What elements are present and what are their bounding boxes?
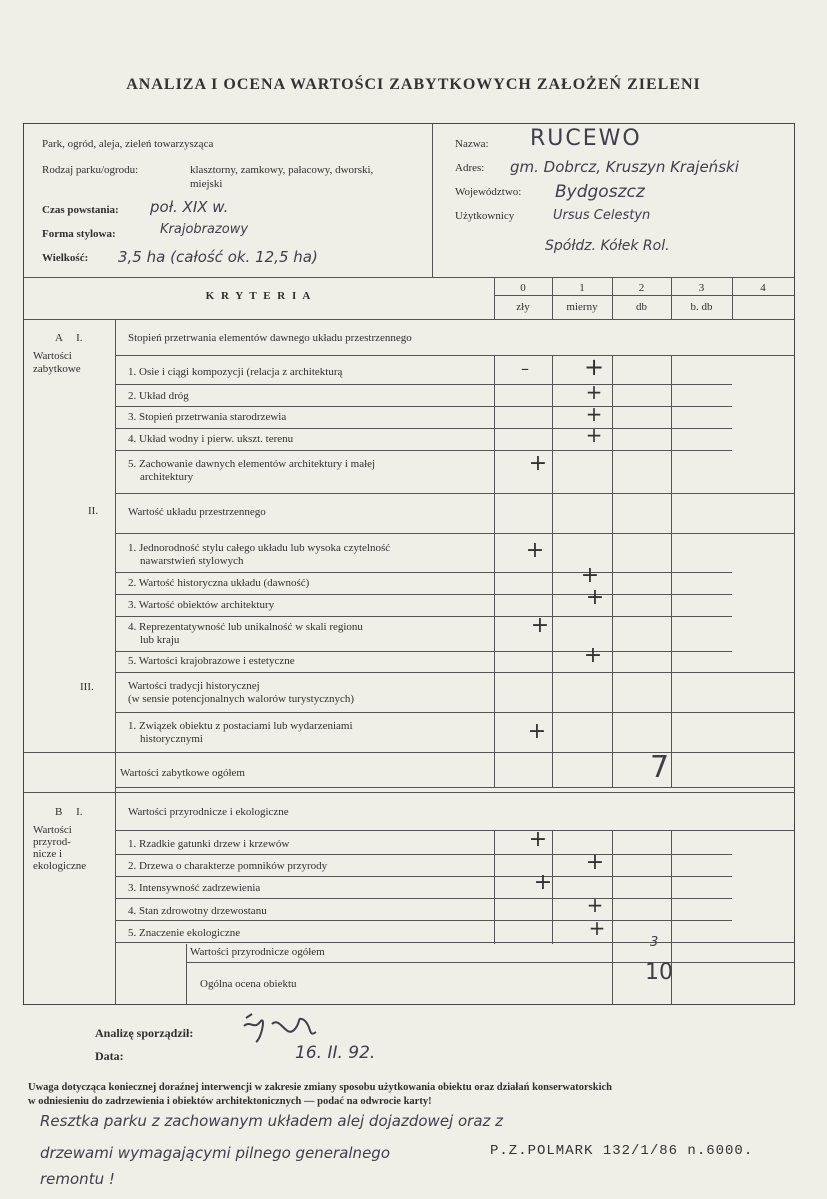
wielkosc-label: Wielkość: <box>42 252 89 264</box>
score-word-0: zły <box>516 301 530 313</box>
section-a-label: A I. <box>55 332 83 344</box>
row-line <box>115 493 794 494</box>
b-item-4: 4. Stan zdrowotny drzewostanu <box>128 905 267 917</box>
rodzaj-value-1: klasztorny, zamkowy, pałacowy, dworski, <box>190 164 374 176</box>
section-b-title-2: przyrod- <box>33 836 71 848</box>
identity-bottom-line <box>24 277 794 278</box>
score-num-2: 2 <box>638 282 645 294</box>
date-label: Data: <box>95 1049 124 1063</box>
rodzaj-label: Rodzaj parku/ogrodu: <box>42 164 139 176</box>
a1-item-5-cont: architektury <box>140 471 194 483</box>
a1-item-2: 2. Układ dróg <box>128 390 189 402</box>
forma-handwritten: Krajobrazowy <box>160 222 249 237</box>
wielkosc-handwritten: 3,5 ha (całość ok. 12,5 ha) <box>118 248 318 266</box>
row-line <box>115 876 732 877</box>
a2-item-1: 1. Jednorodność stylu całego układu lub wysoka czytelność <box>128 542 391 554</box>
section-a-sub3-heading-1: Wartości tradycji historycznej <box>128 680 260 692</box>
section-a-sub1-heading: Stopień przetrwania elementów dawnego układu przestrzennego <box>128 332 412 344</box>
a1-item-5: 5. Zachowanie dawnych elementów architektury i małej <box>128 458 376 470</box>
body-col-line-0 <box>494 355 495 787</box>
mark-plus-a1-5: + <box>528 451 548 476</box>
row-line <box>115 854 732 855</box>
a1-item-3: 3. Stopień przetrwania starodrzewia <box>128 411 287 423</box>
date-handwritten: 16. II. 92. <box>295 1043 376 1063</box>
section-a-title: Wartości zabytkowe <box>33 350 81 375</box>
print-code: P.Z.POLMARK 132/1/86 n.6000. <box>490 1143 754 1159</box>
score-num-4: 4 <box>760 282 766 294</box>
handwritten-note-1: Resztka parku z zachowanym układem alej dojazdowej oraz z <box>40 1112 504 1130</box>
a2-item-1-cont: nawarstwień stylowych <box>140 555 244 567</box>
mark-plus-b-1: + <box>528 827 548 852</box>
nazwa-label: Nazwa: <box>455 138 489 150</box>
a2-item-4-cont: lub kraju <box>140 634 180 646</box>
b-item-5: 5. Znaczenie ekologiczne <box>128 927 241 939</box>
form-title: ANALIZA I OCENA WARTOŚCI ZABYTKOWYCH ZAŁOŻEŃ ZIELENI <box>126 76 701 93</box>
mark-plus-a1-2: + <box>585 380 603 404</box>
section-b-title-4: ekologiczne <box>33 860 87 872</box>
score-word-3: b. db <box>690 301 713 313</box>
criteria-header-bottom-line <box>24 319 794 320</box>
section-b-top-line <box>24 792 794 793</box>
czas-label: Czas powstania: <box>42 204 119 216</box>
score-num-3: 3 <box>698 282 705 294</box>
b-item-2: 2. Drzewa o charakterze pomników przyrody <box>128 860 328 872</box>
note-line-2: w odniesieniu do zadrzewienia i obiektów architektonicznych — podać na odwrocie karty! <box>28 1096 432 1107</box>
score-col-line-0 <box>494 278 495 320</box>
mark-plus-a3-1: + <box>527 719 547 744</box>
section-a-sub2-roman: II. <box>88 505 99 517</box>
a-sub1-head-line <box>115 355 794 356</box>
a3-item-1: 1. Związek obiektu z postaciami lub wydarzeniami <box>128 720 353 732</box>
row-line <box>115 787 794 788</box>
row-line <box>24 752 794 753</box>
mark-plus-a2-5: + <box>583 643 603 668</box>
rodzaj-value-2: miejski <box>190 178 223 190</box>
a1-item-1: 1. Osie i ciągi kompozycji (relacja z architekturą <box>128 366 343 378</box>
row-line <box>115 594 732 595</box>
czas-handwritten: poł. XIX w. <box>150 198 229 216</box>
body-col-line-b0 <box>494 830 495 944</box>
nazwa-handwritten: RUCEWO <box>530 126 642 151</box>
score-col-line-1 <box>552 278 553 320</box>
section-a-sub2-heading: Wartość układu przestrzennego <box>128 506 266 518</box>
mark-plus-a1-1: + <box>584 353 605 381</box>
row-line <box>115 533 794 534</box>
mark-plus-a1-4: + <box>585 423 603 447</box>
a2-item-2: 2. Wartość historyczna układu (dawność) <box>128 577 310 589</box>
section-a-sub3-roman: III. <box>80 681 94 693</box>
score-header-mid-line <box>494 295 794 296</box>
section-b-title-3: nicze i <box>33 848 63 860</box>
score-num-0: 0 <box>520 282 526 294</box>
body-col-line-3 <box>671 355 672 787</box>
row-line <box>115 384 732 385</box>
a2-item-3: 3. Wartość obiektów architektury <box>128 599 275 611</box>
overall-left-line <box>186 944 187 1004</box>
criteria-label: K R Y T E R I A <box>205 290 313 302</box>
a2-item-5: 5. Wartości krajobrazowe i estetyczne <box>128 655 295 667</box>
section-a-total-label: Wartości zabytkowe ogółem <box>120 767 245 779</box>
mark-plus-a1-3: + <box>585 402 603 426</box>
score-col-line-4 <box>732 278 733 320</box>
wojewodztwo-label: Województwo: <box>455 186 522 198</box>
uzytkownicy-label: Użytkownicy <box>455 210 515 222</box>
section-b-total-label: Wartości przyrodnicze ogółem <box>190 946 325 958</box>
score-num-1: 1 <box>579 282 585 294</box>
mark-plus-a2-4: + <box>530 613 550 638</box>
row-line <box>115 450 732 451</box>
mark-plus-b-5: + <box>588 916 606 940</box>
handwritten-note-3: remontu ! <box>40 1170 115 1188</box>
row-line <box>115 406 732 407</box>
note-line-1: Uwaga dotycząca koniecznej doraźnej interwencji w zakresie zmiany sposobu użytkowania obiektu oraz działań konserwatorskich <box>28 1082 612 1093</box>
uzytkownicy-handwritten-1: Ursus Celestyn <box>553 208 651 223</box>
author-label: Analizę sporządził: <box>95 1026 194 1040</box>
wojewodztwo-handwritten: Bydgoszcz <box>555 182 645 202</box>
a2-item-4: 4. Reprezentatywność lub unikalność w skali regionu <box>128 621 363 633</box>
row-line <box>115 672 794 673</box>
row-line <box>186 962 794 963</box>
overall-label: Ogólna ocena obiektu <box>200 978 297 990</box>
a3-item-1-cont: historycznymi <box>140 733 203 745</box>
row-line <box>115 616 732 617</box>
adres-handwritten: gm. Dobrcz, Kruszyn Krajeński <box>510 158 739 176</box>
mark-plus-b-4: + <box>586 893 604 917</box>
row-line <box>115 712 794 713</box>
section-b-title-1: Wartości <box>33 824 72 836</box>
body-col-line-1 <box>552 355 553 787</box>
b-item-1: 1. Rzadkie gatunki drzew i krzewów <box>128 838 290 850</box>
row-line <box>115 920 732 921</box>
score-col-line-3 <box>671 278 672 320</box>
mark-plus-a2-1: + <box>525 538 545 563</box>
row-line <box>115 572 732 573</box>
row-line <box>115 428 732 429</box>
body-col-line-2 <box>612 355 613 787</box>
mark-plus-a2-3: + <box>585 585 605 610</box>
park-type-line: Park, ogród, aleja, zieleń towarzysząca <box>42 138 214 150</box>
adres-label: Adres: <box>455 162 485 174</box>
a1-item-4: 4. Układ wodny i pierw. ukszt. terenu <box>128 433 294 445</box>
section-a-sub3-heading-2: (w sensie potencjonalnych walorów turystycznych) <box>128 693 355 705</box>
section-a-total-handwritten: 7 <box>650 750 670 785</box>
section-label-col-line <box>115 320 116 1004</box>
section-b-total-handwritten: 3 <box>650 935 659 950</box>
identity-divider <box>432 124 433 278</box>
forma-label: Forma stylowa: <box>42 228 116 240</box>
handwritten-note-2: drzewami wymagającymi pilnego generalnego <box>40 1144 390 1162</box>
score-col-line-2 <box>612 278 613 320</box>
score-word-1: mierny <box>566 301 598 313</box>
overall-handwritten: 10 <box>645 960 673 985</box>
row-line <box>115 651 732 652</box>
author-signature <box>238 1008 338 1048</box>
mark-plus-b-3: + <box>533 870 553 895</box>
row-line <box>115 898 732 899</box>
mark-plus-b-2: + <box>585 850 605 875</box>
section-b-label: B I. <box>55 806 83 818</box>
uzytkownicy-handwritten-2: Spółdz. Kółek Rol. <box>545 238 670 254</box>
row-line <box>115 942 794 943</box>
mark-minus-a1-1: – <box>521 359 529 378</box>
b-item-3: 3. Intensywność zadrzewienia <box>128 882 261 894</box>
row-line <box>115 830 794 831</box>
section-b-heading: Wartości przyrodnicze i ekologiczne <box>128 806 289 818</box>
body-col-line-b2 <box>612 830 613 1004</box>
score-word-2: db <box>636 301 647 313</box>
mark-plus-a2-2: + <box>580 563 600 588</box>
